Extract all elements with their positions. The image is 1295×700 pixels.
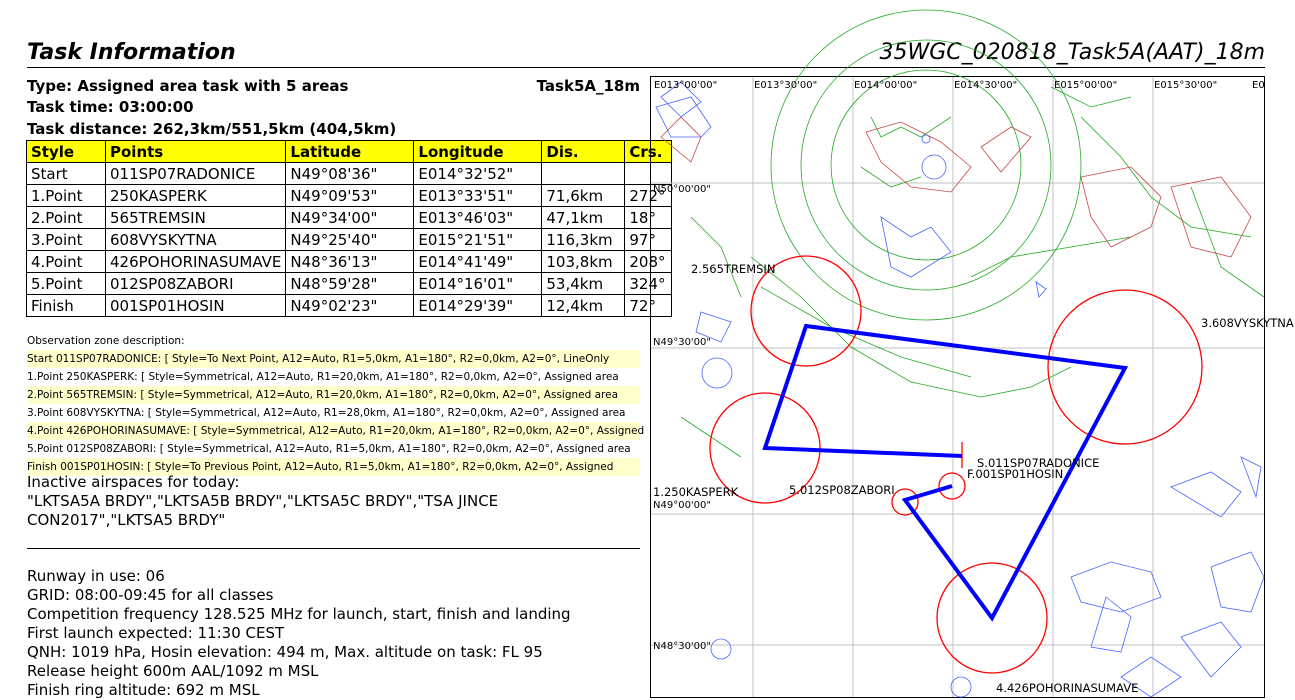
- col-style-header: Style: [27, 141, 106, 163]
- cell-longitude: E013°46'03": [414, 207, 542, 229]
- lon-label: E0: [1252, 80, 1265, 91]
- lat-label: N50°00'00": [653, 184, 712, 195]
- cell-point: 001SP01HOSIN: [106, 295, 286, 317]
- map-canvas: [651, 77, 1294, 697]
- cell-latitude: N48°59'28": [286, 273, 414, 295]
- cell-point: 011SP07RADONICE: [106, 163, 286, 185]
- col-points-header: Points: [106, 141, 286, 163]
- cell-longitude: E014°32'52": [414, 163, 542, 185]
- airspaces-title: Inactive airspaces for today:: [27, 473, 240, 491]
- cell-point: 608VYSKYTNA: [106, 229, 286, 251]
- cell-course: 18°: [625, 207, 672, 229]
- cell-latitude: N49°09'53": [286, 185, 414, 207]
- cell-longitude: E015°21'51": [414, 229, 542, 251]
- col-latitude-header: Latitude: [286, 141, 414, 163]
- note-runway: Runway in use: 06: [27, 567, 165, 585]
- cell-course: 97°: [625, 229, 672, 251]
- cell-distance: 71,6km: [542, 185, 625, 207]
- note-release-height: Release height 600m AAL/1092 m MSL: [27, 662, 319, 680]
- cell-distance: 116,3km: [542, 229, 625, 251]
- task-zones: [710, 256, 1202, 673]
- oz-line: 2.Point 565TREMSIN: [ Style=Symmetrical, A12=Auto, R1=20,0km, A1=180°, R2=0,0km, A2=0°, Assigned area: [27, 386, 640, 404]
- note-frequency: Competition frequency 128.525 MHz for launch, start, finish and landing: [27, 605, 571, 623]
- note-qnh: QNH: 1019 hPa, Hosin elevation: 494 m, Max. altitude on task: FL 95: [27, 643, 543, 661]
- oz-line: 4.Point 426POHORINASUMAVE: [ Style=Symmetrical, A12=Auto, R1=20,0km, A1=180°, R2=0,0km, A2=0°, Assigned: [27, 422, 640, 440]
- task-time: Task time: 03:00:00: [27, 98, 194, 116]
- cell-distance: 47,1km: [542, 207, 625, 229]
- cell-point: 012SP08ZABORI: [106, 273, 286, 295]
- cell-latitude: N49°02'23": [286, 295, 414, 317]
- cell-distance: 53,4km: [542, 273, 625, 295]
- cell-course: 272°: [625, 185, 672, 207]
- task-file-name: 35WGC_020818_Task5A(AAT)_18m: [879, 40, 1265, 65]
- oz-line: 3.Point 608VYSKYTNA: [ Style=Symmetrical, A12=Auto, R1=28,0km, A1=180°, R2=0,0km, A2=0°, Assigned area: [27, 407, 626, 419]
- label-kasperk: 1.250KASPERK: [653, 485, 739, 499]
- turnpoints-table: [26, 140, 672, 317]
- map-grid: [651, 77, 1264, 697]
- cell-style: 1.Point: [27, 185, 106, 207]
- label-zabori: 5.012SP08ZABORI: [789, 483, 895, 497]
- label-tremsin: 2.565TREMSIN: [691, 262, 776, 276]
- cell-style: Start: [27, 163, 106, 185]
- cell-latitude: N49°08'36": [286, 163, 414, 185]
- task-type: Type: Assigned area task with 5 areas: [27, 77, 349, 95]
- header-divider: [27, 67, 1265, 68]
- oz-line: 1.Point 250KASPERK: [ Style=Symmetrical, A12=Auto, R1=20,0km, A1=180°, R2=0,0km, A2=0°, Assigned area: [27, 371, 619, 383]
- col-longitude-header: Longitude: [414, 141, 542, 163]
- table-row: [27, 273, 672, 295]
- table-row: [27, 163, 672, 185]
- oz-title: Observation zone description:: [27, 335, 185, 347]
- oz-line: Finish 001SP01HOSIN: [ Style=To Previous Point, A12=Auto, R1=5,0km, A1=180°, R2=0,0km, A2=0°, Assigned: [27, 458, 640, 476]
- table-row: [27, 207, 672, 229]
- notes-divider: [27, 548, 640, 549]
- col-course-header: Crs.: [625, 141, 672, 163]
- task-map: [650, 76, 1294, 698]
- lon-label: E013°00'00": [654, 80, 718, 91]
- turnpoint-labels: [653, 262, 1294, 695]
- cell-style: 2.Point: [27, 207, 106, 229]
- cell-distance: [542, 163, 625, 185]
- cell-course: 208°: [625, 251, 672, 273]
- cell-course: 324°: [625, 273, 672, 295]
- task-code: Task5A_18m: [536, 77, 640, 95]
- cell-longitude: E014°29'39": [414, 295, 542, 317]
- lon-label: E014°00'00": [854, 80, 918, 91]
- note-finish-ring: Finish ring altitude: 692 m MSL: [27, 681, 260, 699]
- lon-label: E015°30'00": [1154, 80, 1218, 91]
- page-title: Task Information: [27, 40, 236, 65]
- lat-label: N48°30'00": [653, 641, 712, 652]
- cell-point: 565TREMSIN: [106, 207, 286, 229]
- cell-course: 72°: [625, 295, 672, 317]
- briefing-notes: [27, 567, 571, 700]
- label-vyskytna: 3.608VYSKYTNA: [1201, 316, 1294, 330]
- cell-distance: 103,8km: [542, 251, 625, 273]
- cell-style: 3.Point: [27, 229, 106, 251]
- lon-label: E013°30'00": [754, 80, 818, 91]
- longitude-labels: [654, 80, 1265, 91]
- cell-latitude: N49°25'40": [286, 229, 414, 251]
- label-pohorina: 4.426POHORINASUMAVE: [996, 681, 1139, 695]
- airspace-red-lines: [661, 117, 1251, 257]
- task-distance: Task distance: 262,3km/551,5km (404,5km): [27, 120, 397, 138]
- table-header-row: [27, 141, 672, 163]
- lon-label: E014°30'00": [954, 80, 1018, 91]
- note-grid: GRID: 08:00-09:45 for all classes: [27, 586, 274, 604]
- cell-longitude: E014°41'49": [414, 251, 542, 273]
- cell-style: 5.Point: [27, 273, 106, 295]
- oz-line: Start 011SP07RADONICE: [ Style=To Next Point, A12=Auto, R1=5,0km, A1=180°, R2=0,0km, A2=0°, LineOnly: [27, 350, 640, 368]
- airspaces-list: "LKTSA5A BRDY","LKTSA5B BRDY","LKTSA5C BRDY","TSA JINCE CON2017","LKTSA5 BRDY": [27, 492, 499, 529]
- airspace-green-lines: [681, 10, 1264, 457]
- cell-longitude: E014°16'01": [414, 273, 542, 295]
- cell-latitude: N49°34'00": [286, 207, 414, 229]
- airspace-blue-lines: [656, 82, 1264, 697]
- note-first-launch: First launch expected: 11:30 CEST: [27, 624, 285, 642]
- oz-line: 5.Point 012SP08ZABORI: [ Style=Symmetrical, A12=Auto, R1=5,0km, A1=180°, R2=0,0km, A2=0°, Assigned area: [27, 443, 631, 455]
- lon-label: E015°00'00": [1054, 80, 1118, 91]
- col-distance-header: Dis.: [542, 141, 625, 163]
- table-row: [27, 185, 672, 207]
- lat-label: N49°00'00": [653, 500, 712, 511]
- lat-label: N49°30'00": [653, 337, 712, 348]
- table-row: [27, 229, 672, 251]
- label-start: S.011SP07RADONICE: [977, 456, 1100, 470]
- cell-point: 250KASPERK: [106, 185, 286, 207]
- cell-longitude: E013°33'51": [414, 185, 542, 207]
- table-row: [27, 251, 672, 273]
- cell-style: 4.Point: [27, 251, 106, 273]
- cell-distance: 12,4km: [542, 295, 625, 317]
- cell-style: Finish: [27, 295, 106, 317]
- observation-zone-section: [27, 332, 645, 476]
- cell-latitude: N48°36'13": [286, 251, 414, 273]
- table-row: [27, 295, 672, 317]
- cell-point: 426POHORINASUMAVE: [106, 251, 286, 273]
- label-finish: F.001SP01HOSIN: [967, 467, 1064, 481]
